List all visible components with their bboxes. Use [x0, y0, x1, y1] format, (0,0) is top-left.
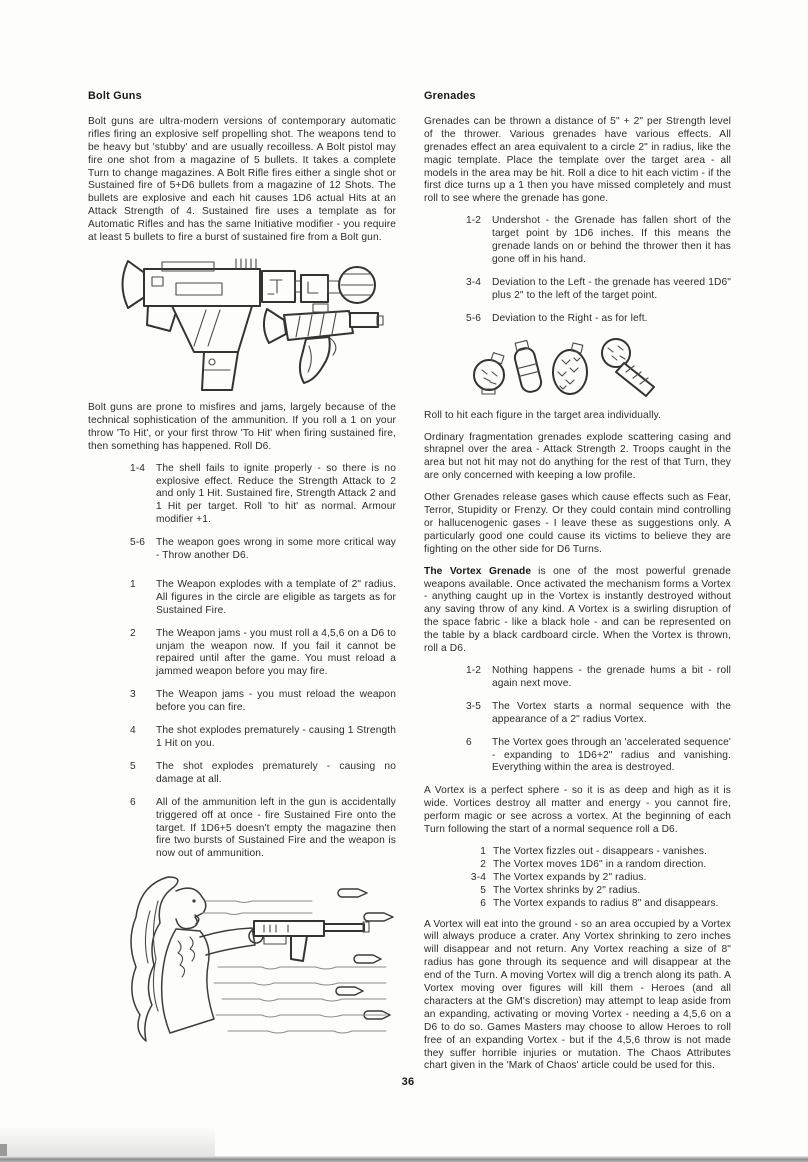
- dice-range: 4: [130, 725, 136, 737]
- dice-result-text: The Vortex shrinks by 2" radius.: [493, 884, 641, 896]
- table-row: [424, 277, 731, 303]
- scan-bottom-edge: [0, 1156, 808, 1162]
- vortex-grenade-runin-heading: The Vortex Grenade: [424, 565, 532, 577]
- grenades-intro-paragraph: Grenades can be thrown a distance of 5" + 2" per Strength level of the thrower. Various grenades have various effects. All grenades effect an area equivalent to a circle 2" in radius, like the magic template. Place the template over the target area - all models in the area may be hit. Roll a dice to hit each victim - if the first dice turns up a 1 then you have missed completely and must roll to see where the grenade has gone.: [424, 115, 731, 205]
- dice-range: 1-2: [466, 665, 482, 676]
- dice-result-text: The Weapon jams - you must roll a 4,5,6 on a D6 to unjam the weapon now. If you fail it cannot be repaired until after the game. You must reload a jammed weapon before you may fire.: [156, 627, 396, 678]
- dice-range: 1-2: [466, 215, 482, 227]
- dice-range: 5: [130, 760, 136, 772]
- dice-result-text: The Vortex goes through an 'accelerated sequence' - expanding to 1D6+2" radius and vanishing. Everything within the area is destroyed.: [492, 736, 731, 774]
- right-column: [424, 90, 731, 1082]
- dice-result-text: The Vortex moves 1D6" in a random direction.: [493, 858, 707, 870]
- fragmentation-paragraph: Ordinary fragmentation grenades explode scattering casing and shrapnel over the area - Attack Strength 2. Troops caught in the area but not hit may not do anything for the rest of that Turn, they are only concerned with keeping a low profile.: [424, 431, 731, 482]
- dice-result-text: The shell fails to ignite properly - so there is no explosive effect. Reduce the Strength Attack to 2 and only 1 Hit. Sustained fire, Strength Attack 2 and 1 Hit per target. Roll 'to hit' as normal. Armour modifier +1.: [156, 462, 396, 526]
- table-row: [424, 859, 731, 872]
- table-row: [424, 898, 731, 911]
- dice-result-text: The shot explodes prematurely - causing 1 Strength 1 Hit on you.: [156, 725, 396, 749]
- dice-range: 5: [480, 884, 486, 896]
- table-row: [424, 885, 731, 898]
- dice-result-text: The weapon goes wrong in some more critical way - Throw another D6.: [156, 537, 396, 562]
- bolt-guns-illustration: [116, 254, 384, 392]
- dice-result-text: All of the ammunition left in the gun is accidentally triggered off at once - fire Sustained Fire onto the target. If 1D6+5 doesn't empty the magazine then fire two bursts of Sustained Fire and the weapon is now out of ammunition.: [156, 796, 396, 860]
- vortex-sequence-table: [424, 846, 731, 911]
- vortex-grenade-intro-text: is one of the most powerful grenade weapons available. Once activated the mechanism forms a Vortex - anything caught up in the Vortex is instantly destroyed without any saving throw of any kind. A Vortex is a swirling disruption of the space fabric - like a black hole - and can be represented on the table by a black cardboard circle. When the Vortex is thrown, roll a D6.: [424, 565, 731, 655]
- gas-grenades-paragraph: Other Grenades release gases which cause effects such as Fear, Terror, Stupidity or Frenzy. Or they could contain mind controlling or hallucenogenic gases - I leave these as suggestions only. A particularly good one could cause its victims to believe they are fighting on the other side for D6 Turns.: [424, 492, 731, 555]
- critical-result-table: [88, 579, 396, 861]
- dice-range: 1: [130, 578, 136, 590]
- misfire-intro-paragraph: Bolt guns are prone to misfires and jams, largely because of the technical sophistication of the ammunition. If you roll a 1 on your throw 'To Hit', or your first throw 'To Hit' when firing sustained fire, then something has happened. Roll D6.: [88, 401, 396, 452]
- dice-range: 3-4: [466, 276, 482, 288]
- misfire-result-table: [88, 463, 396, 563]
- dice-result-text: The Vortex fizzles out - disappears - vanishes.: [493, 845, 708, 857]
- table-row: [88, 689, 396, 715]
- grenades-illustration: [466, 336, 664, 400]
- dice-result-text: Nothing happens - the grenade hums a bit - roll again next move.: [492, 665, 731, 689]
- firing-figure-illustration: [106, 871, 406, 1069]
- table-row: [424, 313, 731, 326]
- table-row: [88, 579, 396, 618]
- dice-range: 6: [466, 736, 472, 748]
- page-number: 36: [401, 1076, 415, 1088]
- roll-to-hit-paragraph: Roll to hit each figure in the target area individually.: [424, 409, 662, 421]
- table-row: [424, 215, 731, 267]
- scan-smudge-artifact: [0, 1126, 215, 1156]
- table-row: [88, 628, 396, 680]
- table-row: [424, 665, 731, 691]
- section-heading-grenades: Grenades: [424, 90, 476, 102]
- table-row: [88, 725, 396, 751]
- table-row: [424, 737, 731, 776]
- section-heading-bolt-guns: Bolt Guns: [88, 90, 142, 102]
- dice-range: 3-4: [470, 871, 486, 883]
- dice-result-text: The shot explodes prematurely - causing no damage at all.: [156, 760, 396, 785]
- dice-result-text: The Weapon explodes with a template of 2" radius. All figures in the circle are eligible as targets as for Sustained Fire.: [156, 578, 396, 616]
- dice-result-text: Undershot - the Grenade has fallen short of the target point by 1D6 inches. If this means the grenade lands on or behind the thrower then it has gone off in his hand.: [492, 215, 731, 265]
- table-row: [424, 846, 731, 859]
- dice-result-text: The Vortex expands to radius 8" and disappears.: [493, 897, 719, 909]
- vortex-grenade-paragraph: [424, 566, 731, 656]
- table-row: [88, 761, 396, 787]
- dice-range: 3: [130, 689, 136, 701]
- left-column: [88, 90, 396, 1069]
- table-row: [88, 797, 396, 862]
- dice-result-text: Deviation to the Right - as for left.: [492, 312, 648, 324]
- dice-range: 2: [130, 627, 136, 639]
- dice-range: 6: [130, 796, 136, 808]
- table-row: [88, 463, 396, 528]
- vortex-ground-paragraph: A Vortex will eat into the ground - so an area occupied by a Vortex will always produce a crater. Any Vortex shrinking to zero inches will disappear and not return. Any Vortex reaching a size of 8" radius has gone through its sequence and will disappear at the end of the Turn. A moving Vortex will dig a trench along its path. A Vortex moving over figures will kill them - Heroes (and all characters at the GM's discretion) may attempt to leap aside from an expanding, activating or moving Vortex - needing a 4,5,6 on a D6 to do so. Games Masters may choose to allow Heroes to roll free of an expanding Vortex - but if the 4,5,6 throw is not made they suffer horrible injuries or mutation. The Chaos Attributes chart given in the 'Mark of Chaos' article could be used for this.: [424, 918, 731, 1072]
- dice-range: 1: [480, 845, 486, 857]
- dice-result-text: The Vortex expands by 2" radius.: [493, 871, 647, 883]
- grenade-scatter-table: [424, 215, 731, 325]
- table-row: [424, 872, 731, 885]
- table-row: [88, 537, 396, 563]
- dice-result-text: The Weapon jams - you must reload the weapon before you can fire.: [156, 689, 396, 714]
- dice-range: 5-6: [466, 312, 482, 324]
- vortex-sphere-paragraph: A Vortex is a perfect sphere - so it is as deep and high as it is wide. Vortices destroy all matter and energy - you cannot fire, perform magic or see across a vortex. At the beginning of each Turn following the start of a normal sequence roll a D6.: [424, 785, 731, 836]
- bolt-guns-intro-paragraph: Bolt guns are ultra-modern versions of contemporary automatic rifles firing an explosive self propelling shot. The weapons tend to be heavy but 'stubby' and are usually recoilless. A Bolt pistol may fire one shot from a magazine of 5 bullets. It takes a complete Turn to change magazines. A Bolt Rifle fires either a single shot or Sustained fire of 5+D6 bullets from a magazine of 12 Shots. The bullets are explosive and each hit causes 1D6 actual Hits at an Attack Strength of 4. Sustained fire uses a template as for Automatic Rifles and has the same Initiative modifier - you require at least 5 bullets to fire a burst of sustained fire from a Bolt gun.: [88, 115, 396, 244]
- vortex-throw-table: [424, 665, 731, 775]
- dice-range: 1-4: [130, 462, 146, 474]
- dice-range: 6: [480, 897, 486, 909]
- dice-result-text: The Vortex starts a normal sequence with the appearance of a 2" radius Vortex.: [492, 700, 731, 725]
- dice-range: 5-6: [130, 537, 146, 549]
- dice-result-text: Deviation to the Left - the grenade has veered 1D6" plus 2" to the left of the target point.: [492, 276, 731, 301]
- dice-range: 2: [480, 858, 486, 870]
- dice-range: 3-5: [466, 700, 482, 712]
- table-row: [424, 701, 731, 727]
